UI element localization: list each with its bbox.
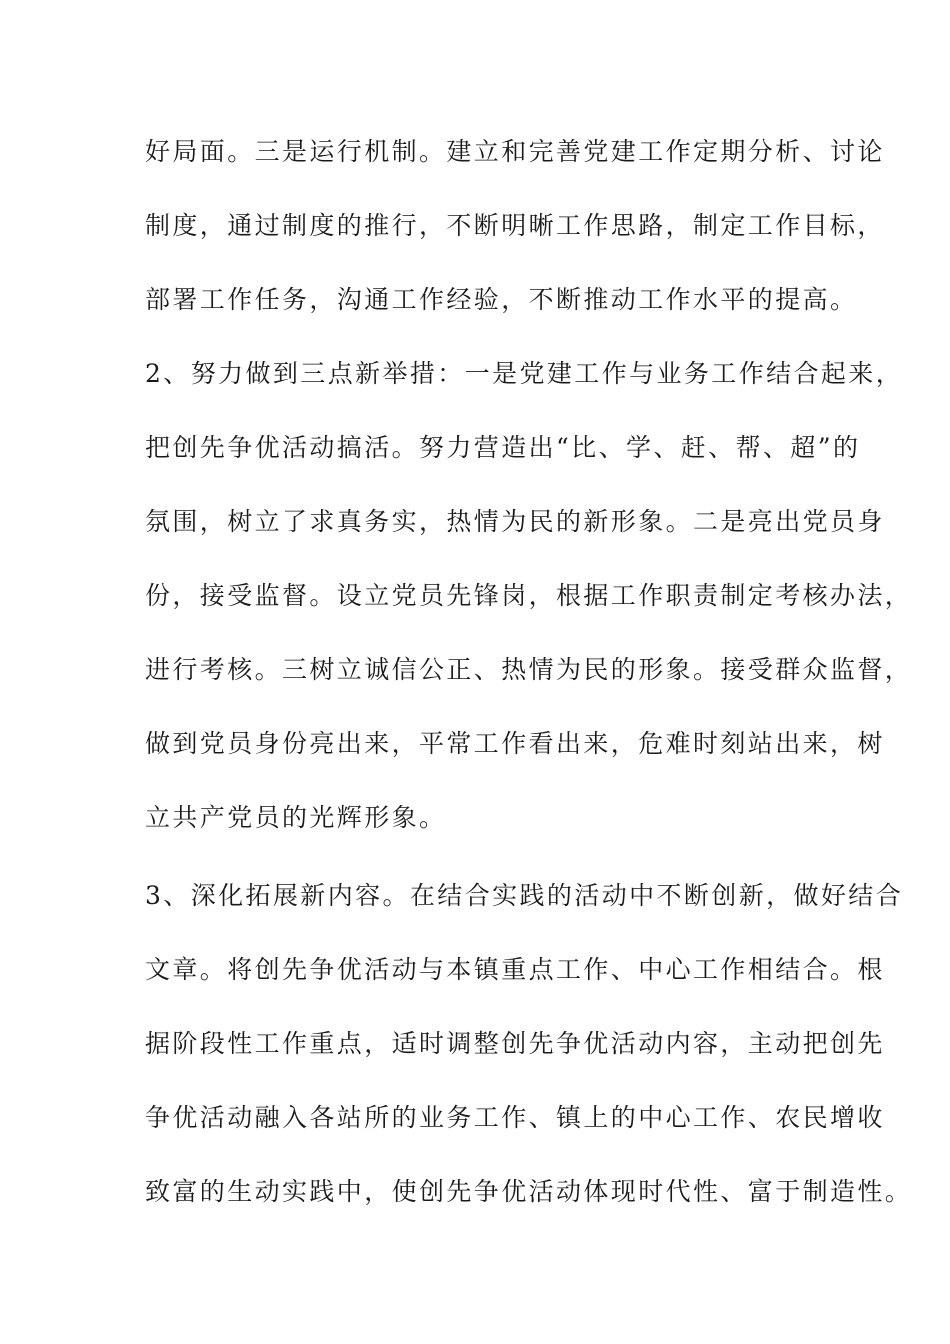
text-line: 把创先争优活动搞活。努力营造出“比、学、赶、帮、超”的 bbox=[145, 433, 861, 462]
text-line: 好局面。三是运行机制。建立和完善党建工作定期分析、讨论 bbox=[145, 137, 885, 166]
text-line: 3、深化拓展新内容。在结合实践的活动中不断创新，做好结合 bbox=[145, 881, 904, 910]
text-line: 致富的生动实践中，使创先争优活动体现时代性、富于制造性。 bbox=[145, 1177, 913, 1206]
text-line: 做到党员身份亮出来，平常工作看出来，危难时刻站出来，树 bbox=[145, 729, 885, 758]
text-line: 氛围，树立了求真务实，热情为民的新形象。二是亮出党员身 bbox=[145, 507, 885, 536]
text-line: 部署工作任务，沟通工作经验，不断推动工作水平的提高。 bbox=[145, 285, 858, 314]
text-line: 制度，通过制度的推行，不断明晰工作思路，制定工作目标， bbox=[145, 211, 885, 240]
text-line: 文章。将创先争优活动与本镇重点工作、中心工作相结合。根 bbox=[145, 955, 885, 984]
text-line: 进行考核。三树立诚信公正、热情为民的形象。接受群众监督， bbox=[145, 655, 913, 684]
text-line: 2、努力做到三点新举措：一是党建工作与业务工作结合起来， bbox=[145, 359, 904, 388]
text-line: 立共产党员的光辉形象。 bbox=[145, 803, 447, 832]
text-line: 份，接受监督。设立党员先锋岗，根据工作职责制定考核办法， bbox=[145, 581, 913, 610]
text-line: 争优活动融入各站所的业务工作、镇上的中心工作、农民增收 bbox=[145, 1103, 885, 1132]
text-line: 据阶段性工作重点，适时调整创先争优活动内容，主动把创先 bbox=[145, 1029, 885, 1058]
